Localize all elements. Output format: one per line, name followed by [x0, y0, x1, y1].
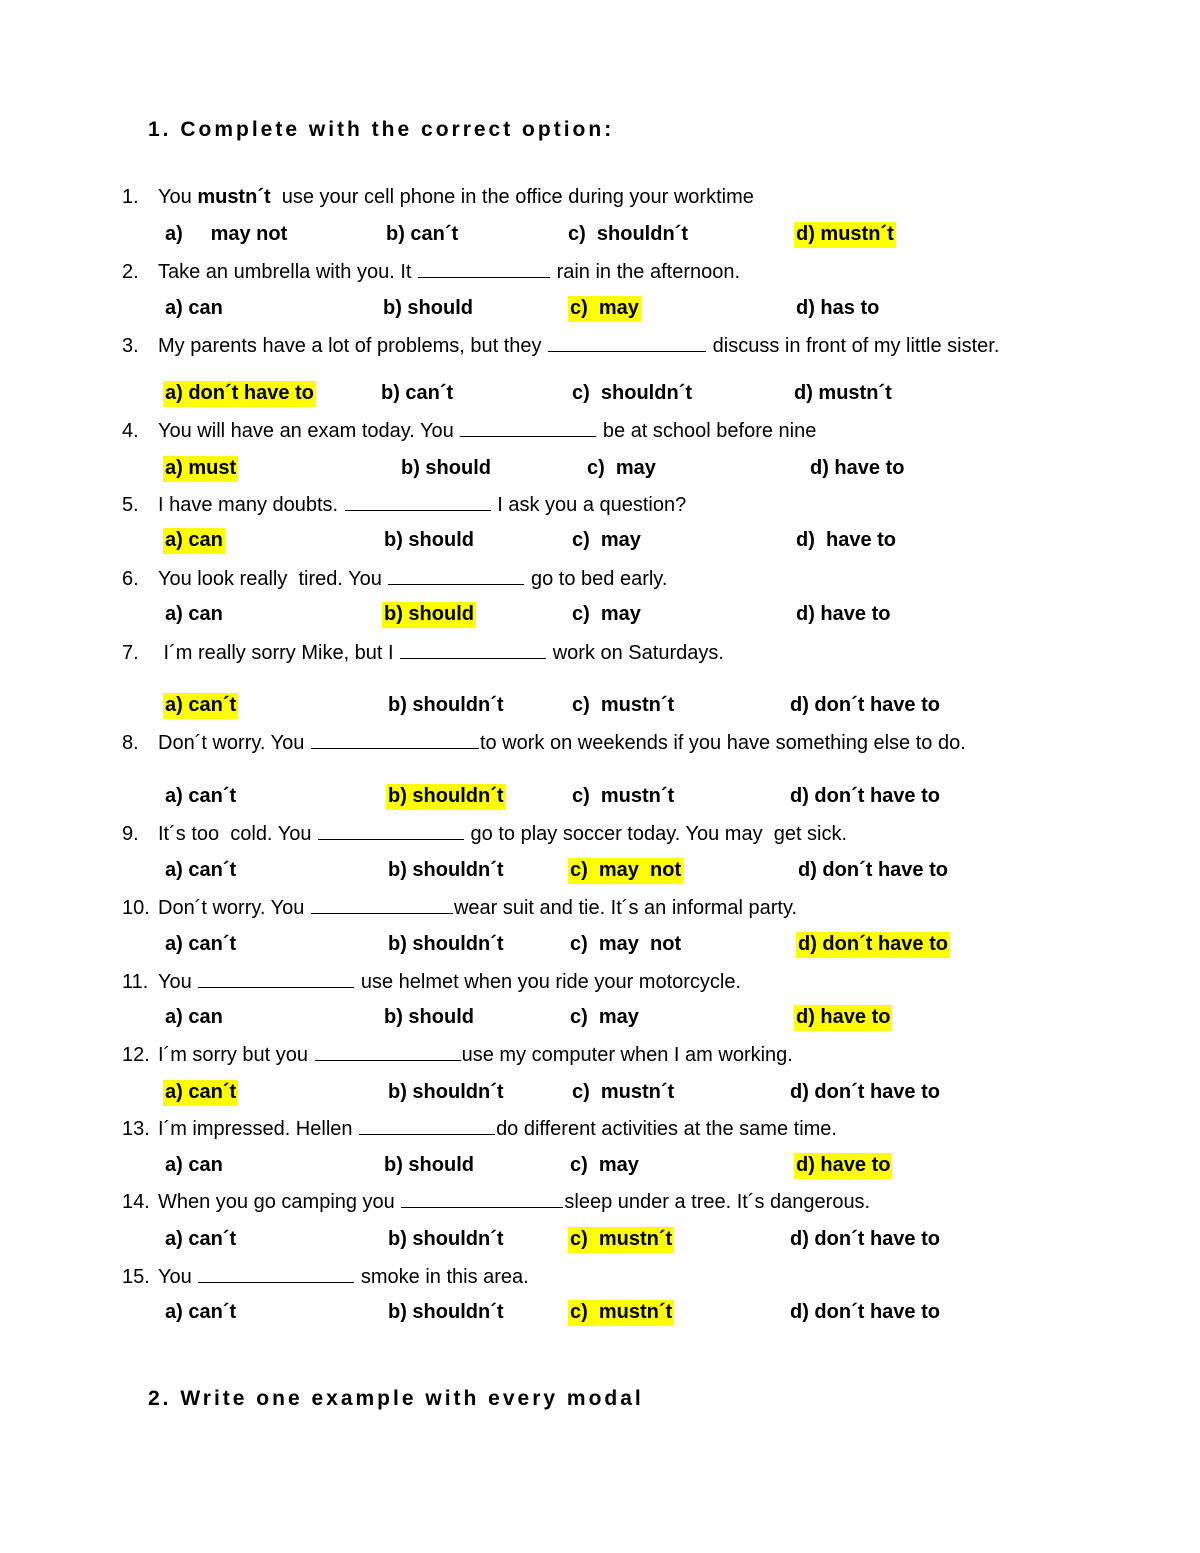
option-a[interactable]: a) can: [165, 297, 223, 319]
answer-blank[interactable]: [311, 730, 479, 749]
option-c[interactable]: c) may: [572, 603, 641, 625]
option-a[interactable]: a) can´t: [165, 933, 237, 955]
question-text: Don´t worry. You: [158, 897, 310, 919]
question-5: [122, 492, 686, 517]
question-14: [122, 1189, 870, 1214]
option-d-highlighted[interactable]: d) don´t have to: [796, 932, 950, 958]
option-c[interactable]: c) may: [587, 457, 656, 479]
option-a-highlighted[interactable]: a) can´t: [163, 693, 238, 719]
option-c[interactable]: c) mustn´t: [572, 785, 675, 807]
question-2: [122, 259, 740, 284]
option-c[interactable]: c) may: [572, 529, 641, 551]
question-text-end: use helmet when you ride your motorcycle.: [355, 971, 742, 993]
question-text-end: to work on weekends if you have something else to do.: [479, 732, 966, 754]
answer-blank[interactable]: [548, 333, 706, 352]
option-b[interactable]: b) shouldn´t: [388, 1081, 504, 1103]
option-c[interactable]: c) shouldn´t: [572, 382, 692, 404]
answer-blank[interactable]: [198, 969, 354, 988]
section-1-title: 1. Complete with the correct option:: [148, 118, 615, 141]
option-b[interactable]: b) should: [401, 457, 491, 479]
option-c-highlighted[interactable]: c) mustn´t: [568, 1300, 674, 1326]
question-number: 13.: [122, 1118, 150, 1140]
option-a[interactable]: a) can: [165, 603, 223, 625]
question-text: Take an umbrella with you. It: [158, 261, 418, 283]
question-number: 1.: [122, 186, 139, 208]
question-number: 9.: [122, 823, 139, 845]
option-d[interactable]: d) have to: [796, 603, 891, 625]
option-b[interactable]: b) should: [383, 297, 473, 319]
option-d[interactable]: d) has to: [796, 297, 880, 319]
option-a[interactable]: a) can´t: [165, 785, 237, 807]
question-11: [122, 969, 741, 994]
question-number: 10.: [122, 897, 150, 919]
answer-blank[interactable]: [460, 418, 596, 437]
option-d[interactable]: d) don´t have to: [790, 694, 940, 716]
option-c[interactable]: c) may: [570, 1154, 639, 1176]
question-text: You: [158, 1266, 198, 1288]
question-13: [122, 1116, 837, 1141]
option-c-highlighted[interactable]: c) may not: [568, 858, 683, 884]
option-d[interactable]: d) don´t have to: [790, 785, 940, 807]
question-9: [122, 821, 847, 846]
question-7: [122, 640, 724, 665]
question-1: [122, 186, 754, 209]
option-b[interactable]: b) shouldn´t: [388, 694, 504, 716]
question-text-end: do different activities at the same time.: [496, 1118, 837, 1140]
option-b[interactable]: b) shouldn´t: [388, 1228, 504, 1250]
option-d[interactable]: d) have to: [810, 457, 905, 479]
question-text: Don´t worry. You: [158, 732, 310, 754]
option-b-highlighted[interactable]: b) shouldn´t: [386, 784, 506, 810]
option-c[interactable]: c) shouldn´t: [568, 223, 688, 245]
option-a[interactable]: a) can´t: [165, 1301, 237, 1323]
question-number: 5.: [122, 494, 139, 516]
question-3: [122, 333, 999, 358]
answer-blank[interactable]: [418, 259, 550, 278]
answer-blank[interactable]: [318, 821, 464, 840]
answer-blank[interactable]: [359, 1116, 495, 1135]
question-text-end: smoke in this area.: [355, 1266, 529, 1288]
question-number: 11.: [122, 971, 149, 993]
answer-blank[interactable]: [311, 895, 453, 914]
option-c[interactable]: c) may: [570, 1006, 639, 1028]
question-number: 6.: [122, 568, 139, 590]
option-c[interactable]: c) mustn´t: [572, 1081, 675, 1103]
option-b[interactable]: b) shouldn´t: [388, 933, 504, 955]
question-text: You: [158, 971, 198, 993]
option-a[interactable]: a) may not: [165, 223, 288, 245]
question-6: [122, 566, 667, 591]
option-d-highlighted[interactable]: d) have to: [794, 1153, 892, 1179]
question-text: I´m impressed. Hellen: [158, 1118, 359, 1140]
option-d[interactable]: d) don´t have to: [798, 859, 948, 881]
option-a[interactable]: a) can: [165, 1006, 223, 1028]
option-b[interactable]: b) can´t: [381, 382, 454, 404]
answer-blank[interactable]: [345, 492, 491, 511]
question-15: [122, 1264, 529, 1289]
question-text-end: rain in the afternoon.: [551, 261, 741, 283]
question-text-end: go to play soccer today. You may get sick.: [465, 823, 848, 845]
option-b[interactable]: b) should: [384, 1006, 474, 1028]
question-text-end: work on Saturdays.: [547, 642, 724, 664]
section-2-title: 2. Write one example with every modal: [148, 1387, 644, 1410]
question-text-end: I ask you a question?: [491, 494, 687, 516]
option-d[interactable]: d) don´t have to: [790, 1081, 940, 1103]
question-8: [122, 730, 966, 755]
question-text-end: use your cell phone in the office during your worktime: [270, 186, 754, 208]
question-number: 14.: [122, 1191, 150, 1213]
option-a-highlighted[interactable]: a) must: [163, 456, 238, 482]
question-text: I´m really sorry Mike, but I: [158, 642, 400, 664]
question-text-end: sleep under a tree. It´s dangerous.: [564, 1191, 871, 1213]
option-b[interactable]: b) shouldn´t: [388, 859, 504, 881]
option-b[interactable]: b) should: [384, 529, 474, 551]
question-number: 4.: [122, 420, 139, 442]
option-a[interactable]: a) can´t: [165, 859, 237, 881]
answer-blank[interactable]: [198, 1264, 354, 1283]
question-number: 7.: [122, 642, 139, 664]
option-b[interactable]: b) shouldn´t: [388, 1301, 504, 1323]
question-text-end: discuss in front of my little sister.: [707, 335, 1000, 357]
option-d[interactable]: d) don´t have to: [790, 1228, 940, 1250]
question-text: I´m sorry but you: [158, 1044, 314, 1066]
question-12: [122, 1042, 793, 1067]
answer-blank[interactable]: [315, 1042, 461, 1061]
question-text: You look really tired. You: [158, 568, 388, 590]
option-a[interactable]: a) can´t: [165, 1228, 237, 1250]
option-c[interactable]: c) may not: [570, 933, 682, 955]
option-c-highlighted[interactable]: c) mustn´t: [568, 1227, 674, 1253]
option-b[interactable]: b) should: [384, 1154, 474, 1176]
option-a[interactable]: a) can: [165, 1154, 223, 1176]
question-number: 8.: [122, 732, 139, 754]
answer-blank[interactable]: [401, 1189, 563, 1208]
option-a-highlighted[interactable]: a) don´t have to: [163, 381, 316, 407]
option-d-highlighted[interactable]: d) mustn´t: [794, 222, 896, 248]
question-number: 3.: [122, 335, 139, 357]
question-text: You will have an exam today. You: [158, 420, 460, 442]
option-d[interactable]: d) don´t have to: [790, 1301, 940, 1323]
question-number: 2.: [122, 261, 139, 283]
question-text: You: [158, 186, 198, 208]
question-text: I have many doubts.: [158, 494, 344, 516]
question-text: My parents have a lot of problems, but they: [158, 335, 548, 357]
question-text-end: use my computer when I am working.: [461, 1044, 793, 1066]
option-b[interactable]: b) can´t: [386, 223, 459, 245]
question-text: When you go camping you: [158, 1191, 401, 1213]
question-text-end: be at school before nine: [597, 420, 817, 442]
option-c-highlighted[interactable]: c) may: [568, 296, 641, 322]
option-a-highlighted[interactable]: a) can: [163, 528, 225, 554]
question-10: [122, 895, 797, 920]
option-a-highlighted[interactable]: a) can´t: [163, 1080, 238, 1106]
question-text-end: wear suit and tie. It´s an informal party.: [453, 897, 798, 919]
option-d[interactable]: d) have to: [796, 529, 897, 551]
answer-blank[interactable]: [400, 640, 546, 659]
question-modal-word: mustn´t: [197, 186, 271, 208]
answer-blank[interactable]: [388, 566, 524, 585]
option-b-highlighted[interactable]: b) should: [382, 602, 476, 628]
question-number: 15.: [122, 1266, 150, 1288]
question-text: It´s too cold. You: [158, 823, 317, 845]
option-d[interactable]: d) mustn´t: [794, 382, 892, 404]
option-d-highlighted[interactable]: d) have to: [794, 1005, 892, 1031]
question-4: [122, 418, 816, 443]
option-c[interactable]: c) mustn´t: [572, 694, 675, 716]
question-number: 12.: [122, 1044, 150, 1066]
question-text-end: go to bed early.: [525, 568, 668, 590]
